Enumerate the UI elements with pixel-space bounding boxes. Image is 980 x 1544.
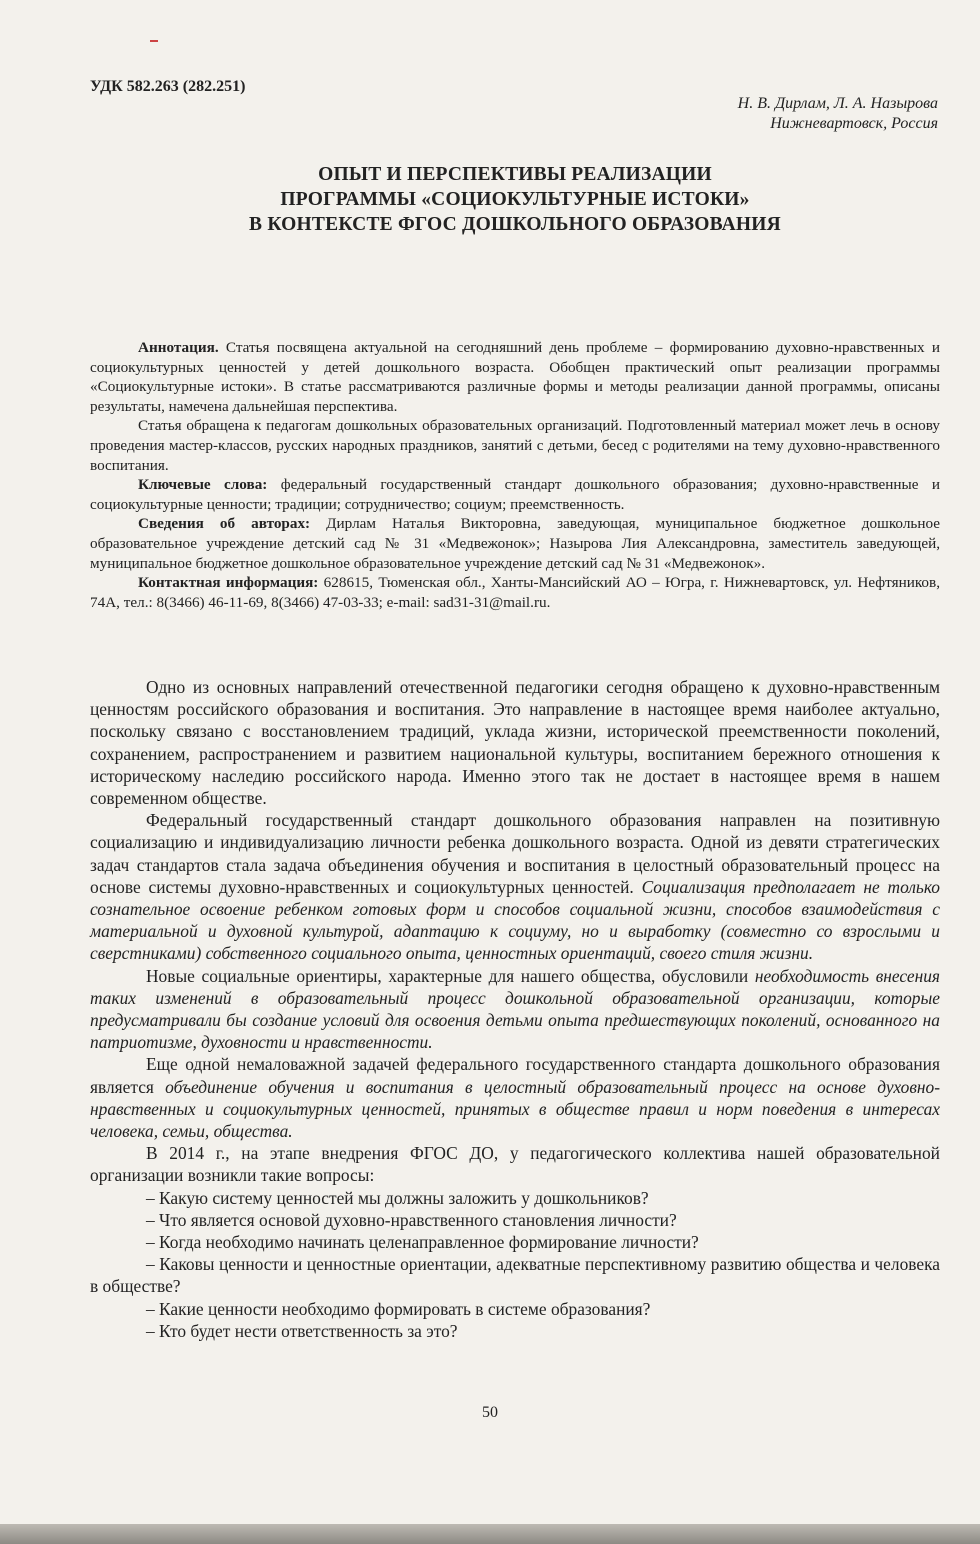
contact-paragraph: [90, 573, 940, 612]
p3-italic: необходимость внесения таких изменений в образовательный процесс дошкольной образовательной организации, которые предусматривали бы создание условий для освоения детьми опыта предшествующих поколений, основанного на патриотизме, духовности и нравственности.: [90, 965, 940, 1053]
question-3: – Когда необходимо начинать целенаправленное формирование личности?: [146, 1232, 699, 1253]
scan-mark: [150, 40, 158, 42]
author-names: Н. В. Дирлам, Л. А. Назырова: [737, 95, 938, 112]
question-5: – Какие ценности необходимо формировать в системе образования?: [146, 1298, 651, 1319]
page-number: 50: [482, 1404, 498, 1421]
body-paragraph-3: [90, 965, 940, 1054]
question-6: – Кто будет нести ответственность за это?: [146, 1320, 458, 1341]
annotation-paragraph: [90, 338, 940, 416]
body-paragraph-5: В 2014 г., на этапе внедрения ФГОС ДО, у педагогического коллектива нашей образовательной организации возникли такие вопросы:: [90, 1143, 940, 1186]
title-line-1: ОПЫТ И ПЕРСПЕКТИВЫ РЕАЛИЗАЦИИ: [318, 164, 712, 185]
question-1: – Какую систему ценностей мы должны заложить у дошкольников?: [146, 1187, 649, 1208]
annotation-text: Статья посвящена актуальной на сегодняшний день проблеме – формированию духовно-нравственных и социокультурных ценностей у детей дошкольного возраста. Обобщен практический опыт реализации программы «Социокультурные истоки». В статье рассматриваются различные формы и методы реализации данной программы, описаны результаты, намечена дальнейшая перспектива.: [90, 339, 940, 415]
p3-plain: Новые социальные ориентиры, характерные для нашего общества, обусловили: [146, 965, 755, 986]
body-paragraph-1: Одно из основных направлений отечественной педагогики сегодня обращено к духовно-нравственным ценностям российского образования и воспитания. Это направление в настоящее время наиболее актуально, поскольку связано с восстановлением традиций, уклада жизни, исторической преемственности поколений, сохранением, распространением и развитием национальной культуры, воспитанием бережного отношения к историческому наследию российского народа. Именно этого так не достает в настоящее время в нашем современном обществе.: [90, 677, 940, 809]
authors-info-paragraph: [90, 514, 940, 573]
p2-plain: Федеральный государственный стандарт дошкольного образования направлен на позитивную социализацию и индивидуализацию личности ребенка дошкольного возраста. Одной из девяти стратегических задач стандартов стала задача объединения обучения и воспитания в целостный образовательный процесс на основе системы духовно-нравственных и социокультурных ценностей.: [90, 810, 940, 897]
article-title: [90, 162, 940, 237]
authors-info-text: Дирлам Наталья Викторовна, заведующая, муниципальное бюджетное дошкольное образовательное учреждение детский сад № 31 «Медвежонок»; Назырова Лия Александровна, заместитель заведующей, муниципальное бюджетное дошкольное образовательное учреждение детский сад № 31 «Медвежонок».: [90, 515, 940, 572]
author-block: [738, 94, 938, 134]
p2-italic: Социализация предполагает не только сознательное освоение ребенком готовых форм и способов социальной жизни, способов взаимодействия с материальной и духовной культурой, адаптацию к социуму, но и выработку (совместно со взрослыми и сверстниками) собственного социального опыта, ценностных ориентаций, своего стиля жизни.: [90, 876, 941, 964]
udk-code: УДК 582.263 (282.251): [90, 78, 246, 95]
title-line-2: ПРОГРАММЫ «СОЦИОКУЛЬТУРНЫЕ ИСТОКИ»: [280, 189, 750, 210]
audience-paragraph: Статья обращена к педагогам дошкольных образовательных организаций. Подготовленный материал может лечь в основу проведения мастер-классов, русских народных праздников, занятий с детьми, бесед с родителями на тему духовно-нравственного воспитания.: [90, 417, 940, 474]
scan-edge: [0, 1524, 980, 1544]
p4-plain: Еще одной немаловажной задачей федерального государственного стандарта дошкольного образования является: [90, 1054, 940, 1097]
body-paragraph-4: [90, 1053, 940, 1142]
question-2: – Что является основой духовно-нравственного становления личности?: [146, 1209, 677, 1230]
question-4: – Каковы ценности и ценностные ориентации, адекватные перспективному развитию общества и человека в обществе?: [90, 1254, 940, 1297]
article-body: [90, 676, 940, 1342]
annotation-label: Аннотация.: [138, 339, 219, 356]
authors-info-label: Сведения об авторах:: [138, 515, 311, 533]
keywords-label: Ключевые слова:: [138, 476, 268, 494]
body-paragraph-2: [90, 809, 940, 964]
author-city: Нижневартовск, Россия: [770, 115, 938, 132]
contact-label: Контактная информация:: [138, 574, 319, 592]
abstract-block: [90, 338, 940, 612]
keywords-text: федеральный государственный стандарт дошкольного образования; духовно-нравственные и социокультурные ценности; традиции; сотрудничество; социум; преемственность.: [90, 476, 940, 513]
contact-text: 628615, Тюменская обл., Ханты-Мансийский АО – Югра, г. Нижневартовск, ул. Нефтяников, 74А, тел.: 8(3466) 46-11-69, 8(3466) 47-03-33; e-mail: sad31-31@mail.ru.: [90, 574, 940, 611]
keywords-paragraph: [90, 475, 940, 514]
p4-italic: объединение обучения и воспитания в целостный образовательный процесс на основе духовно-нравственных и социокультурных ценностей, принятых в обществе правил и норм поведения в интересах человека, семьи, общества.: [90, 1076, 940, 1142]
title-line-3: В КОНТЕКСТЕ ФГОС ДОШКОЛЬНОГО ОБРАЗОВАНИЯ: [249, 214, 781, 235]
